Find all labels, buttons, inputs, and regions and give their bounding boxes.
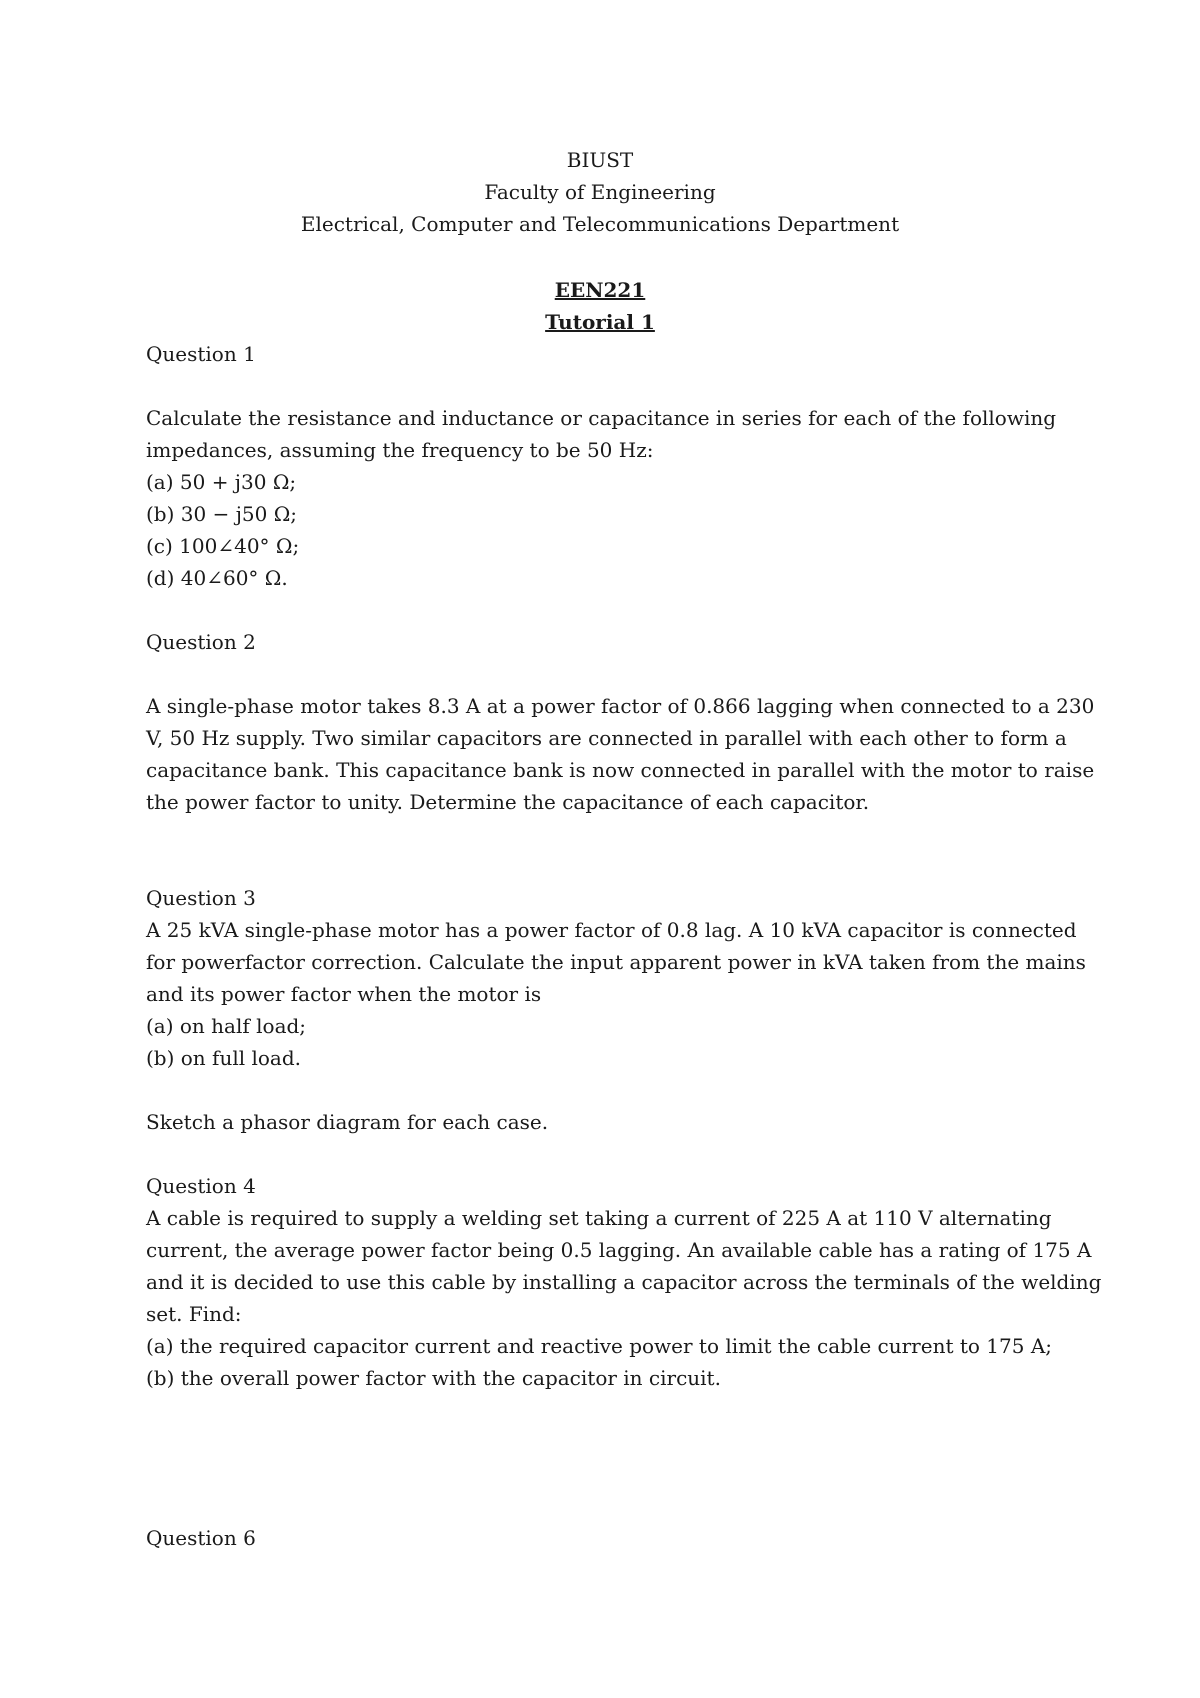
question-part-c: (c) 100∠40° Ω; (146, 534, 300, 558)
question-part-a: (a) the required capacitor current and reactive power to limit the cable current to 175 A; (146, 1334, 1052, 1358)
question-text-line: current, the average power factor being 0.5 lagging. An available cable has a rating of 175 A (146, 1238, 1092, 1262)
question-part-a: (a) on half load; (146, 1014, 307, 1038)
question-4 (146, 1170, 1102, 1394)
question-text-line: and it is decided to use this cable by installing a capacitor across the terminals of the welding (146, 1270, 1102, 1294)
question-part-d: (d) 40∠60° Ω. (146, 566, 288, 590)
question-text-line: Calculate the resistance and inductance or capacitance in series for each of the following (146, 406, 1057, 430)
question-part-b: (b) on full load. (146, 1046, 301, 1070)
tutorial-title: Tutorial 1 (545, 310, 655, 334)
question-3 (146, 882, 1086, 1138)
faculty-name: Faculty of Engineering (484, 180, 716, 204)
question-text-line: set. Find: (146, 1302, 242, 1326)
question-text-line: A single-phase motor takes 8.3 A at a power factor of 0.866 lagging when connected to a 230 (146, 694, 1095, 718)
question-text-line: for powerfactor correction. Calculate the input apparent power in kVA taken from the mains (146, 950, 1086, 974)
document-body (146, 338, 1102, 1554)
question-heading: Question 6 (146, 1526, 256, 1550)
course-heading (0, 274, 1200, 338)
department-name: Electrical, Computer and Telecommunications Department (300, 212, 900, 236)
question-6 (146, 1522, 1066, 1554)
question-heading: Question 1 (146, 342, 256, 366)
question-text-line: V, 50 Hz supply. Two similar capacitors are connected in parallel with each other to form a (146, 726, 1067, 750)
question-heading: Question 2 (146, 630, 256, 654)
question-part-a: (a) 50 + j30 Ω; (146, 470, 297, 494)
question-text-line: A 25 kVA single-phase motor has a power factor of 0.8 lag. A 10 kVA capacitor is connected (146, 918, 1077, 942)
question-text-line: capacitance bank. This capacitance bank is now connected in parallel with the motor to raise (146, 758, 1095, 782)
question-heading: Question 4 (146, 1174, 256, 1198)
question-heading: Question 3 (146, 886, 256, 910)
document-header (0, 144, 1200, 240)
question-2 (146, 626, 1095, 818)
question-text-line: and its power factor when the motor is (146, 982, 542, 1006)
question-part-b: (b) the overall power factor with the capacitor in circuit. (146, 1366, 721, 1390)
question-part-b: (b) 30 − j50 Ω; (146, 502, 298, 526)
institution-name: BIUST (566, 148, 634, 172)
question-note: Sketch a phasor diagram for each case. (146, 1110, 549, 1134)
question-1 (146, 338, 1066, 594)
question-text-line: A cable is required to supply a welding set taking a current of 225 A at 110 V alternating (146, 1206, 1052, 1230)
course-code: EEN221 (554, 278, 646, 302)
question-text-line: impedances, assuming the frequency to be 50 Hz: (146, 438, 654, 462)
question-text-line: the power factor to unity. Determine the capacitance of each capacitor. (146, 790, 870, 814)
